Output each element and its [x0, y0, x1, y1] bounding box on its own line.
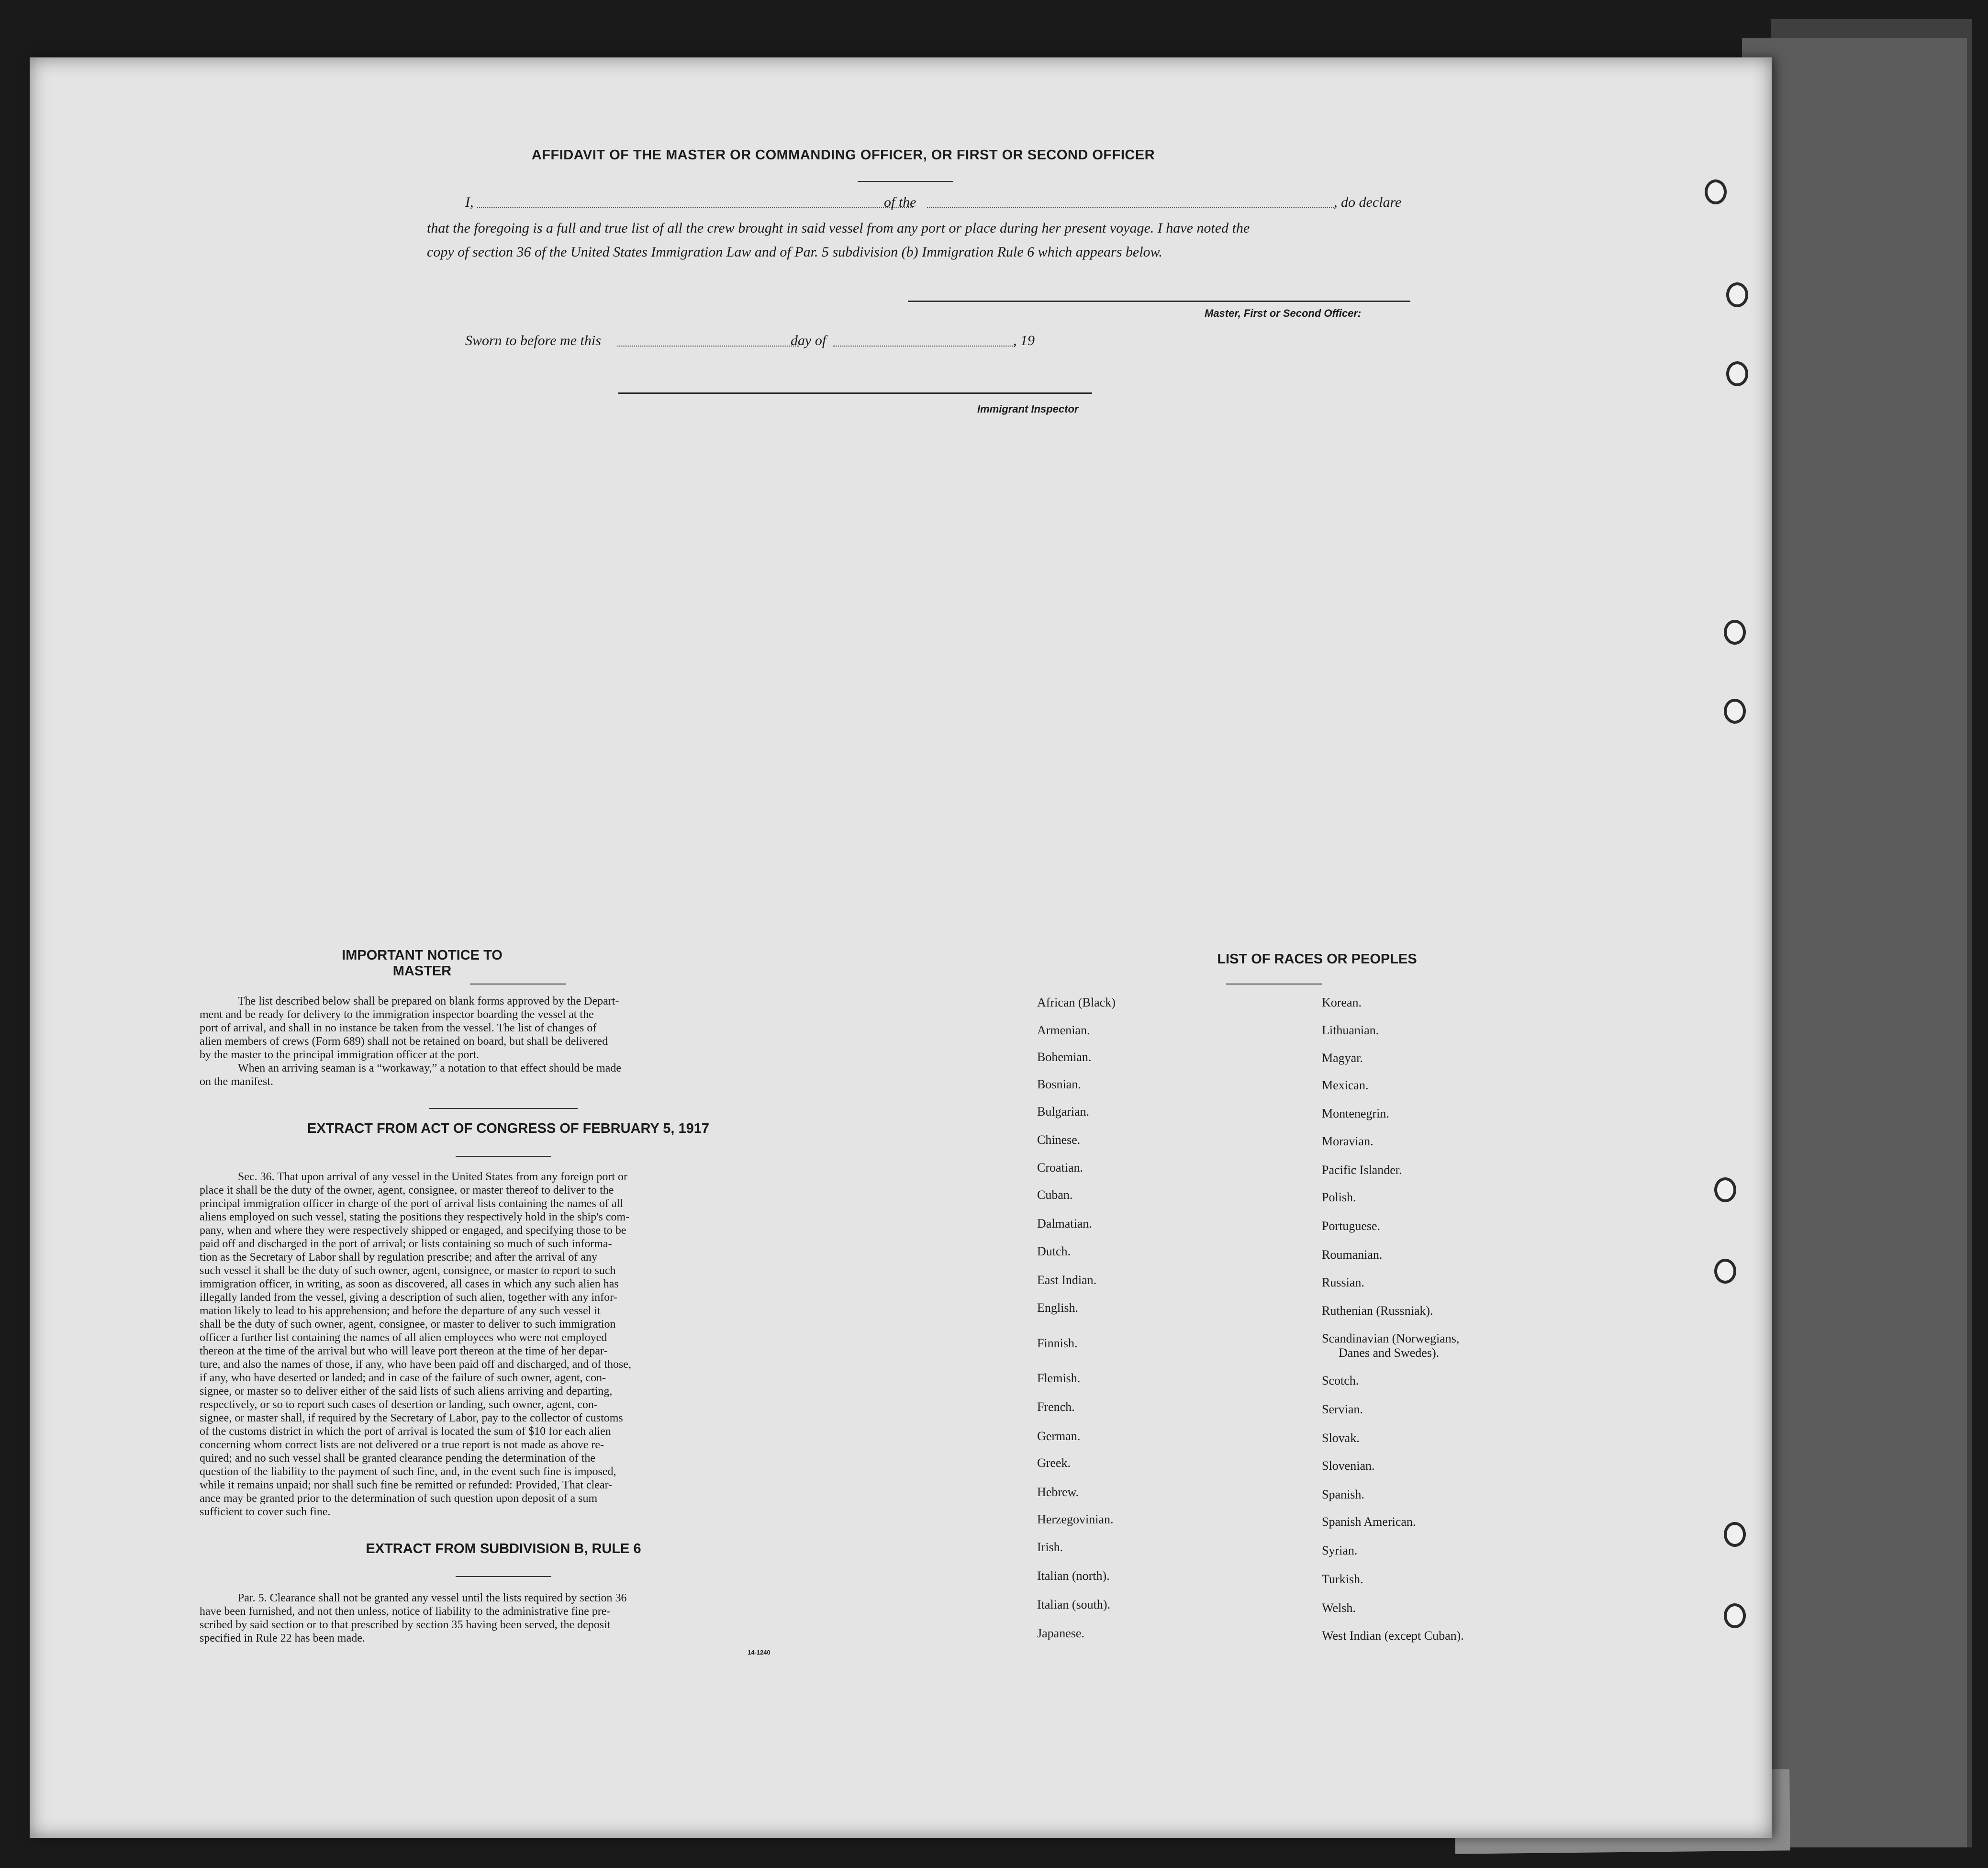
- race-item: Finnish.: [1037, 1336, 1078, 1350]
- race-item: Lithuanian.: [1322, 1023, 1379, 1037]
- binder-hole: [1705, 179, 1727, 204]
- race-item: Roumanian.: [1322, 1248, 1383, 1262]
- race-item: Portuguese.: [1322, 1219, 1381, 1233]
- race-item: Irish.: [1037, 1540, 1063, 1554]
- race-item: Magyar.: [1322, 1051, 1363, 1065]
- act-line: concerning whom correct lists are not delivered or a true report is not made as above re-: [200, 1439, 604, 1451]
- binder-hole: [1726, 282, 1748, 307]
- notice-line: on the manifest.: [200, 1075, 273, 1088]
- act-line: sufficient to cover such fine.: [200, 1506, 331, 1518]
- act-line: illegally landed from the vessel, giving a description of such alien, together with any infor-: [200, 1291, 617, 1304]
- affidavit-line-2: that the foregoing is a full and true list of all the crew brought in said vessel from any port or place during her present voyage. I have noted the: [427, 220, 1250, 236]
- race-item: Greek.: [1037, 1456, 1071, 1470]
- rule-extract-text: [200, 1591, 805, 1645]
- form-page: [30, 57, 1772, 1838]
- race-item: Flemish.: [1037, 1371, 1081, 1385]
- act-line: tion as the Secretary of Labor shall by regulation prescribe; and after the arrival of any: [200, 1251, 597, 1264]
- notice-line: port of arrival, and shall in no instance be taken from the vessel. The list of changes of: [200, 1022, 597, 1034]
- act-line: respectively, or so to report such cases of desertion or landing, such owner, agent, con-: [200, 1398, 598, 1411]
- binder-hole: [1726, 361, 1748, 386]
- inspector-signature-line[interactable]: [618, 392, 1092, 394]
- rule-line: Par. 5. Clearance shall not be granted any vessel until the lists required by section 36: [238, 1592, 627, 1604]
- act-line: if any, who have deserted or landed; and in case of the failure of such owner, agent, con-: [200, 1372, 606, 1384]
- act-line: signee, or master shall, if required by the Secretary of Labor, pay to the collector of customs: [200, 1412, 623, 1424]
- race-item: English.: [1037, 1301, 1078, 1315]
- binder-hole: [1724, 1522, 1746, 1547]
- act-line: Sec. 36. That upon arrival of any vessel in the United States from any foreign port or: [238, 1171, 628, 1183]
- notice-heading: IMPORTANT NOTICE TO MASTER: [342, 948, 503, 979]
- act-line: immigration officer, in writing, as soon as discovered, all cases in which any such alien has: [200, 1278, 619, 1290]
- form-number: 14-1240: [748, 1649, 771, 1656]
- act-line: quired; and no such vessel shall be granted clearance pending the determination of the: [200, 1452, 596, 1465]
- sworn-label: Sworn to before me this: [465, 333, 601, 348]
- race-item: Slovak.: [1322, 1431, 1360, 1445]
- race-item: Herzegovinian.: [1037, 1512, 1114, 1526]
- race-item: Ruthenian (Russniak).: [1322, 1304, 1433, 1318]
- notice-end-rule: [429, 1108, 578, 1109]
- rule-line: have been furnished, and not then unless, notice of liability to the administrative fine pre-: [200, 1605, 611, 1618]
- race-item: Spanish American.: [1322, 1515, 1416, 1529]
- race-item: African (Black): [1037, 996, 1116, 1009]
- race-item: Syrian.: [1322, 1544, 1358, 1557]
- act-extract-rule: [456, 1156, 551, 1157]
- race-item: West Indian (except Cuban).: [1322, 1629, 1464, 1643]
- affidavit-of-the-label: of the: [884, 194, 916, 210]
- races-heading: LIST OF RACES OR PEOPLES: [1217, 951, 1417, 967]
- rule-extract-heading: EXTRACT FROM SUBDIVISION B, RULE 6: [366, 1541, 641, 1556]
- binder-hole: [1714, 1259, 1736, 1284]
- rule-line: scribed by said section or to that prescribed by section 35 having been served, the deposit: [200, 1619, 611, 1631]
- sworn-month-field[interactable]: [833, 346, 1015, 347]
- race-item: Pacific Islander.: [1322, 1163, 1402, 1177]
- act-extract-heading: EXTRACT FROM ACT OF CONGRESS OF FEBRUARY 5, 1917: [307, 1121, 710, 1136]
- notice-line: ment and be ready for delivery to the immigration inspector boarding the vessel at the: [200, 1008, 594, 1021]
- race-item: Polish.: [1322, 1190, 1356, 1204]
- underlying-page: [1742, 38, 1967, 1847]
- vessel-name-field[interactable]: [927, 207, 1334, 208]
- binder-hole: [1724, 620, 1746, 645]
- affidavit-title: AFFIDAVIT OF THE MASTER OR COMMANDING OFFICER, OR FIRST OR SECOND OFFICER: [531, 147, 1155, 163]
- master-name-field[interactable]: [477, 207, 913, 208]
- race-item: Korean.: [1322, 996, 1362, 1009]
- act-line: pany, when and where they were respectively shipped or engaged, and specifying those to be: [200, 1224, 626, 1237]
- inspector-label: Immigrant Inspector: [977, 403, 1079, 415]
- act-line: thereon at the time of the arrival but who will leave port thereon at the time of her depar-: [200, 1345, 608, 1357]
- race-item: Hebrew.: [1037, 1485, 1079, 1499]
- race-item: Montenegrin.: [1322, 1107, 1389, 1120]
- act-line: shall be the duty of such owner, agent, consignee, or master to deliver to such immigration: [200, 1318, 616, 1331]
- race-item: Japanese.: [1037, 1626, 1084, 1640]
- sworn-day-field[interactable]: [617, 346, 799, 347]
- race-item: Italian (north).: [1037, 1569, 1110, 1583]
- race-item: Dalmatian.: [1037, 1217, 1092, 1230]
- race-item: Bosnian.: [1037, 1077, 1081, 1091]
- day-of-label: day of: [791, 333, 826, 348]
- race-item: Russian.: [1322, 1275, 1364, 1289]
- race-item: Moravian.: [1322, 1134, 1374, 1148]
- race-item: Slovenian.: [1322, 1459, 1375, 1473]
- notice-line: The list described below shall be prepared on blank forms approved by the Depart-: [238, 995, 619, 1007]
- master-signature-line[interactable]: [908, 301, 1410, 302]
- race-item: Chinese.: [1037, 1133, 1081, 1147]
- act-line: ance may be granted prior to the determination of such question upon deposit of a sum: [200, 1492, 598, 1505]
- binder-hole: [1714, 1177, 1736, 1202]
- binder-hole: [1724, 1603, 1746, 1628]
- act-line: such vessel it shall be the duty of such owner, agent, consignee, or master to report to such: [200, 1264, 616, 1277]
- race-item: Italian (south).: [1037, 1598, 1111, 1611]
- rule-extract-rule: [456, 1576, 551, 1577]
- act-line: ture, and also the names of those, if any, who have been paid off and discharged, and of those,: [200, 1358, 631, 1371]
- binder-hole: [1724, 699, 1746, 724]
- race-item: Turkish.: [1322, 1572, 1363, 1586]
- race-item: Scotch.: [1322, 1374, 1359, 1387]
- affidavit-i-label: I,: [465, 194, 474, 210]
- year-label: , 19: [1013, 333, 1035, 348]
- race-item: East Indian.: [1037, 1273, 1097, 1287]
- race-item: German.: [1037, 1429, 1081, 1443]
- act-line: while it remains unpaid; nor shall such fine be remitted or refunded: Provided, That clear-: [200, 1479, 613, 1491]
- act-line: mation likely to lead to his apprehension; and before the departure of any such vessel it: [200, 1305, 601, 1317]
- act-line: of the customs district in which the port of arrival is located the sum of $10 for each alien: [200, 1425, 611, 1438]
- notice-line: by the master to the principal immigration officer at the port.: [200, 1049, 480, 1061]
- act-line: principal immigration officer in charge of the port of arrival lists containing the names of all: [200, 1197, 623, 1210]
- race-item: French.: [1037, 1400, 1075, 1414]
- race-item: Mexican.: [1322, 1078, 1369, 1092]
- race-item: Croatian.: [1037, 1161, 1083, 1174]
- title-rule: [858, 181, 953, 182]
- notice-line: When an arriving seaman is a “workaway,” a notation to that effect should be made: [238, 1062, 622, 1074]
- master-signature-label: Master, First or Second Officer:: [1205, 307, 1362, 319]
- race-item: Bohemian.: [1037, 1050, 1092, 1064]
- notice-line: alien members of crews (Form 689) shall not be retained on board, but shall be delivered: [200, 1035, 608, 1048]
- act-line: aliens employed on such vessel, stating the positions they respectively hold in the ship's com-: [200, 1211, 630, 1223]
- race-item: Bulgarian.: [1037, 1105, 1090, 1119]
- affidavit-line-3: copy of section 36 of the United States Immigration Law and of Par. 5 subdivision (b) Immigration Rule 6 which appears below.: [427, 244, 1162, 260]
- rule-line: specified in Rule 22 has been made.: [200, 1632, 365, 1644]
- race-item: Scandinavian (Norwegians,: [1322, 1331, 1460, 1345]
- race-item: Armenian.: [1037, 1023, 1090, 1037]
- race-item: Cuban.: [1037, 1188, 1073, 1202]
- affidavit-do-declare: , do declare: [1334, 194, 1402, 210]
- race-item: Spanish.: [1322, 1488, 1364, 1501]
- race-item: Dutch.: [1037, 1244, 1071, 1258]
- act-line: place it shall be the duty of the owner, agent, consignee, or master thereof to deliver to the: [200, 1184, 614, 1197]
- notice-text: [200, 995, 805, 1088]
- act-line: paid off and discharged in the port of arrival; or lists containing so much of such informa-: [200, 1238, 612, 1250]
- act-line: officer a further list containing the names of all alien employees who were not employed: [200, 1331, 607, 1344]
- race-item: Welsh.: [1322, 1601, 1356, 1615]
- act-line: signee, or master so to deliver either of the said lists of such aliens arriving and departing,: [200, 1385, 613, 1398]
- act-line: question of the liability to the payment of such fine, and, in the event such fine is imposed,: [200, 1465, 616, 1478]
- act-extract-text: [200, 1170, 805, 1519]
- race-item: Servian.: [1322, 1402, 1363, 1416]
- race-item: Danes and Swedes).: [1339, 1346, 1440, 1360]
